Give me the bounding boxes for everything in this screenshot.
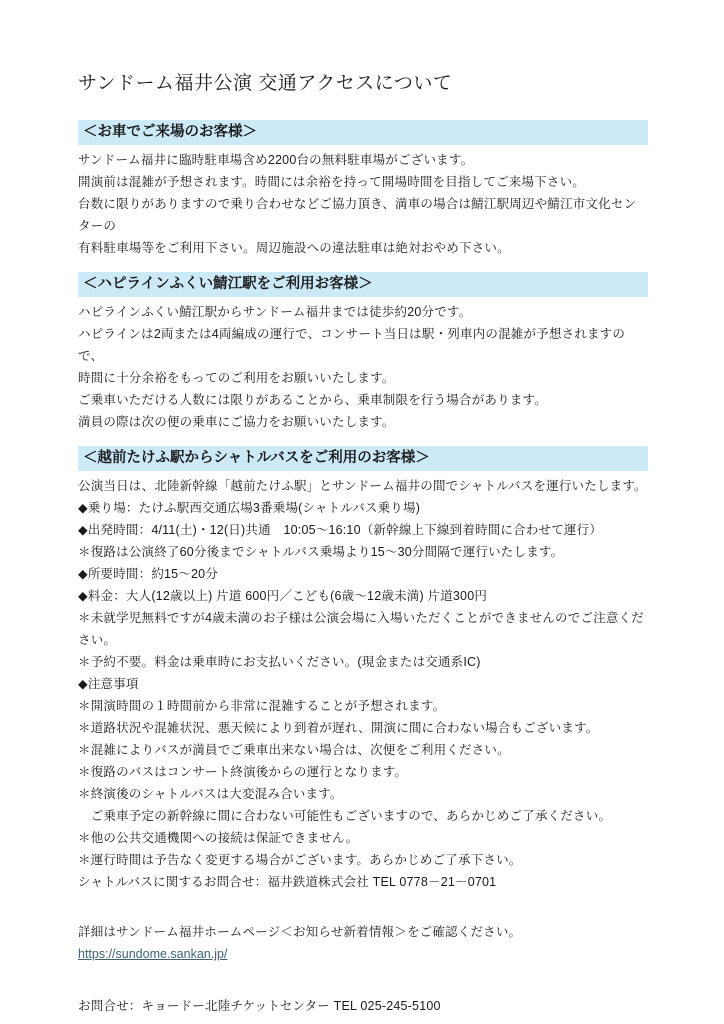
paragraph-line: ◆料金：大人(12歳以上) 片道 600円／こども(6歳～12歳未満) 片道300円: [78, 589, 488, 603]
section: [78, 272, 648, 433]
paragraph-line: 有料駐車場等をご利用下さい。周辺施設への違法駐車は絶対おやめ下さい。: [78, 241, 510, 255]
paragraph-line: ＊混雑によりバスが満員でご乗車出来ない場合は、次便をご利用ください。: [78, 743, 510, 757]
paragraph-line: ＊復路のバスはコンサート終演後からの運行となります。: [78, 765, 408, 779]
paragraph-line: 公演当日は、北陸新幹線「越前たけふ駅」とサンドーム福井の間でシャトルバスを運行いたします。: [78, 479, 647, 493]
paragraph-line: ◆乗り場：たけふ駅西交通広場3番乗場(シャトルバス乗り場): [78, 501, 421, 515]
paragraph-line: ＊未就学児無料ですが4歳未満のお子様は公演会場に入場いただくことができませんのでご注意ください。: [78, 611, 644, 647]
paragraph-line: ハピラインふくい鯖江駅からサンドーム福井までは徒歩約20分です。: [78, 305, 472, 319]
paragraph-line: ＊道路状況や混雑状況、悪天候により到着が遅れ、開演に間に合わない場合もございます。: [78, 721, 599, 735]
section-heading: ＜越前たけふ駅からシャトルバスをご利用のお客様＞: [78, 446, 648, 471]
paragraph-line: 開演前は混雑が予想されます。時間には余裕を持って開場時間を目指してご来場下さい。: [78, 175, 586, 189]
paragraph-line: ハピラインは2両または4両編成の運行で、コンサート当日は駅・列車内の混雑が予想されますので、: [78, 327, 626, 363]
paragraph-line: 満員の際は次の便の乗車にご協力をお願いいたします。: [78, 415, 395, 429]
paragraph-line: サンドーム福井に臨時駐車場含め2200台の無料駐車場がございます。: [78, 153, 474, 167]
section: [78, 120, 648, 259]
section: [78, 446, 648, 893]
paragraph-line: ＊予約不要。料金は乗車時にお支払いください。(現金または交通系IC): [78, 655, 481, 669]
sundome-homepage-link[interactable]: https://sundome.sankan.jp/: [78, 947, 228, 961]
paragraph-line: シャトルバスに関するお問合せ：福井鉄道株式会社 TEL 0778－21－0701: [78, 875, 497, 889]
section-heading: ＜ハピラインふくい鯖江駅をご利用お客様＞: [78, 272, 648, 297]
paragraph-line: ◆出発時間：4/11(土)・12(日)共通 10:05～16:10（新幹線上下線到着時間に合わせて運行）: [78, 523, 603, 537]
footer-block: [78, 921, 648, 1017]
footer-contact: お問合せ：キョードー北陸チケットセンター TEL 025-245-5100: [78, 999, 441, 1013]
paragraph-line: ご乗車予定の新幹線に間に合わない可能性もございますので、あらかじめご了承ください。: [78, 809, 612, 823]
paragraph-line: ＊運行時間は予告なく変更する場合がございます。あらかじめご了承下さい。: [78, 853, 522, 867]
footer-notice: 詳細はサンドーム福井ホームページ＜お知らせ新着情報＞をご確認ください。: [78, 925, 522, 939]
paragraph-line: ＊復路は公演終了60分後までシャトルバス乗場より15～30分間隔で運行いたします。: [78, 545, 564, 559]
paragraph-line: ご乗車いただける人数には限りがあることから、乗車制限を行う場合があります。: [78, 393, 547, 407]
paragraph-line: ＊他の公共交通機関への接続は保証できません。: [78, 831, 359, 845]
paragraph-line: ＊終演後のシャトルバスは大変混み合います。: [78, 787, 343, 801]
page-title: サンドーム福井公演 交通アクセスについて: [78, 73, 453, 94]
paragraph-line: ＊開演時間の１時間前から非常に混雑することが予想されます。: [78, 699, 446, 713]
paragraph-line: 時間に十分余裕をもってのご利用をお願いいたします。: [78, 371, 395, 385]
sections-container: [78, 120, 648, 893]
paragraph-line: 台数に限りがありますので乗り合わせなどご協力頂き、満車の場合は鯖江駅周辺や鯖江市文化センターの: [78, 197, 637, 233]
section-heading: ＜お車でご来場のお客様＞: [78, 120, 648, 145]
paragraph-line: ◆所要時間：約15～20分: [78, 567, 219, 581]
paragraph-line: ◆注意事項: [78, 677, 139, 691]
